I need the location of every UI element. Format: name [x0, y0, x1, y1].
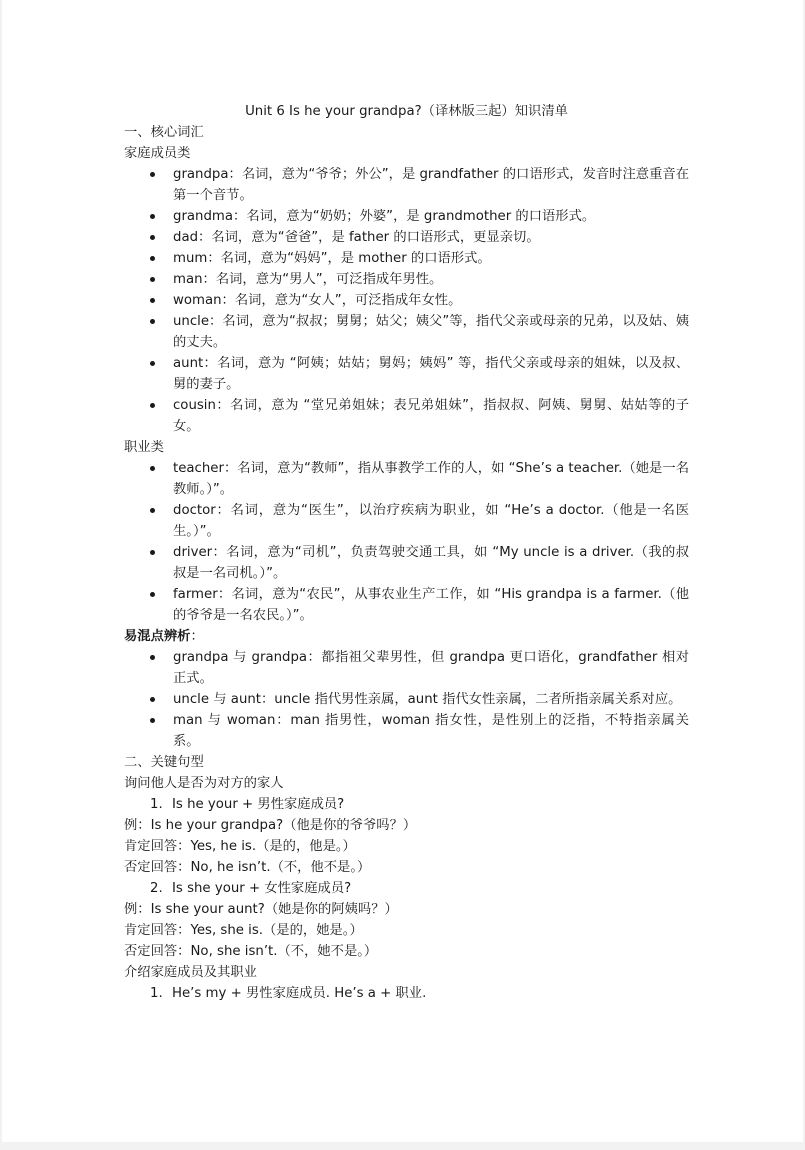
pattern-number: 1.	[150, 797, 163, 812]
pattern-number: 2.	[150, 881, 163, 896]
example-line: 例：Is he your grandpa?（他是你的爷爷吗？）	[124, 818, 417, 833]
list-item: man 与 woman：man 指男性，woman 指女性，是性别上的泛指，不特指亲属关系。	[124, 710, 689, 752]
pattern-number: 1.	[150, 986, 163, 1001]
list-item: aunt：名词，意为 “阿姨；姑姑；舅妈；姨妈” 等，指代父亲或母亲的姐妹，以及叔、舅的妻子。	[124, 353, 689, 395]
example-line: 例：Is she your aunt?（她是你的阿姨吗？）	[124, 902, 398, 917]
document-title: Unit 6 Is he your grandpa?（译林版三起）知识清单	[245, 104, 568, 119]
document-content	[124, 101, 689, 1004]
list-item: grandpa 与 grandpa：都指祖父辈男性，但 grandpa 更口语化，grandfather 相对正式。	[124, 647, 689, 689]
section1-heading: 一、核心词汇	[124, 125, 204, 140]
family-heading: 家庭成员类	[124, 146, 191, 161]
confusion-list	[124, 647, 689, 752]
pattern-text: Is he your + 男性家庭成员?	[172, 797, 345, 812]
positive-answer-line: 肯定回答：Yes, he is.（是的，他是。）	[124, 839, 356, 854]
list-item: woman：名词，意为“女人”，可泛指成年女性。	[124, 290, 689, 311]
intro-heading: 介绍家庭成员及其职业	[124, 965, 257, 980]
list-item: farmer：名词，意为“农民”，从事农业生产工作，如 “His grandpa is a farmer.（他的爷爷是一名农民。）”。	[124, 584, 689, 626]
list-item: uncle 与 aunt：uncle 指代男性亲属，aunt 指代女性亲属，二者所指亲属关系对应。	[124, 689, 689, 710]
confusion-heading-line	[124, 626, 689, 647]
pattern-text: He’s my + 男性家庭成员. He’s a + 职业.	[172, 986, 427, 1001]
ask-heading: 询问他人是否为对方的家人	[124, 776, 284, 791]
negative-answer-line: 否定回答：No, she isn’t.（不，她不是。）	[124, 944, 378, 959]
list-item: driver：名词，意为“司机”，负责驾驶交通工具，如 “My uncle is a driver.（我的叔叔是一名司机。）”。	[124, 542, 689, 584]
section2-heading: 二、关键句型	[124, 755, 204, 770]
confusion-colon: ：	[190, 629, 204, 644]
pattern-text: Is she your + 女性家庭成员?	[172, 881, 352, 896]
list-item: man：名词，意为“男人”，可泛指成年男性。	[124, 269, 689, 290]
list-item: mum：名词，意为“妈妈”，是 mother 的口语形式。	[124, 248, 689, 269]
list-item: grandma：名词，意为“奶奶；外婆”，是 grandmother 的口语形式。	[124, 206, 689, 227]
jobs-vocab-list	[124, 458, 689, 626]
list-item: cousin：名词，意为 “堂兄弟姐妹；表兄弟姐妹”，指叔叔、阿姨、舅舅、姑姑等的子女。	[124, 395, 689, 437]
list-item: teacher：名词，意为“教师”，指从事教学工作的人，如 “She’s a teacher.（她是一名教师。）”。	[124, 458, 689, 500]
pattern-item	[124, 794, 689, 815]
list-item: uncle：名词，意为“叔叔；舅舅；姑父；姨父”等，指代父亲或母亲的兄弟，以及姑、姨的丈夫。	[124, 311, 689, 353]
pattern-item	[124, 983, 689, 1004]
negative-answer-line: 否定回答：No, he isn’t.（不，他不是。）	[124, 860, 371, 875]
list-item: dad：名词，意为“爸爸”，是 father 的口语形式，更显亲切。	[124, 227, 689, 248]
positive-answer-line: 肯定回答：Yes, she is.（是的，她是。）	[124, 923, 363, 938]
confusion-heading: 易混点辨析	[124, 629, 191, 644]
document-page	[2, 0, 803, 1142]
family-vocab-list	[124, 164, 689, 437]
pattern-item	[124, 878, 689, 899]
jobs-heading: 职业类	[124, 440, 164, 455]
list-item: grandpa：名词，意为“爷爷；外公”，是 grandfather 的口语形式，发音时注意重音在第一个音节。	[124, 164, 689, 206]
list-item: doctor：名词，意为“医生”，以治疗疾病为职业，如 “He’s a doctor.（他是一名医生。）”。	[124, 500, 689, 542]
